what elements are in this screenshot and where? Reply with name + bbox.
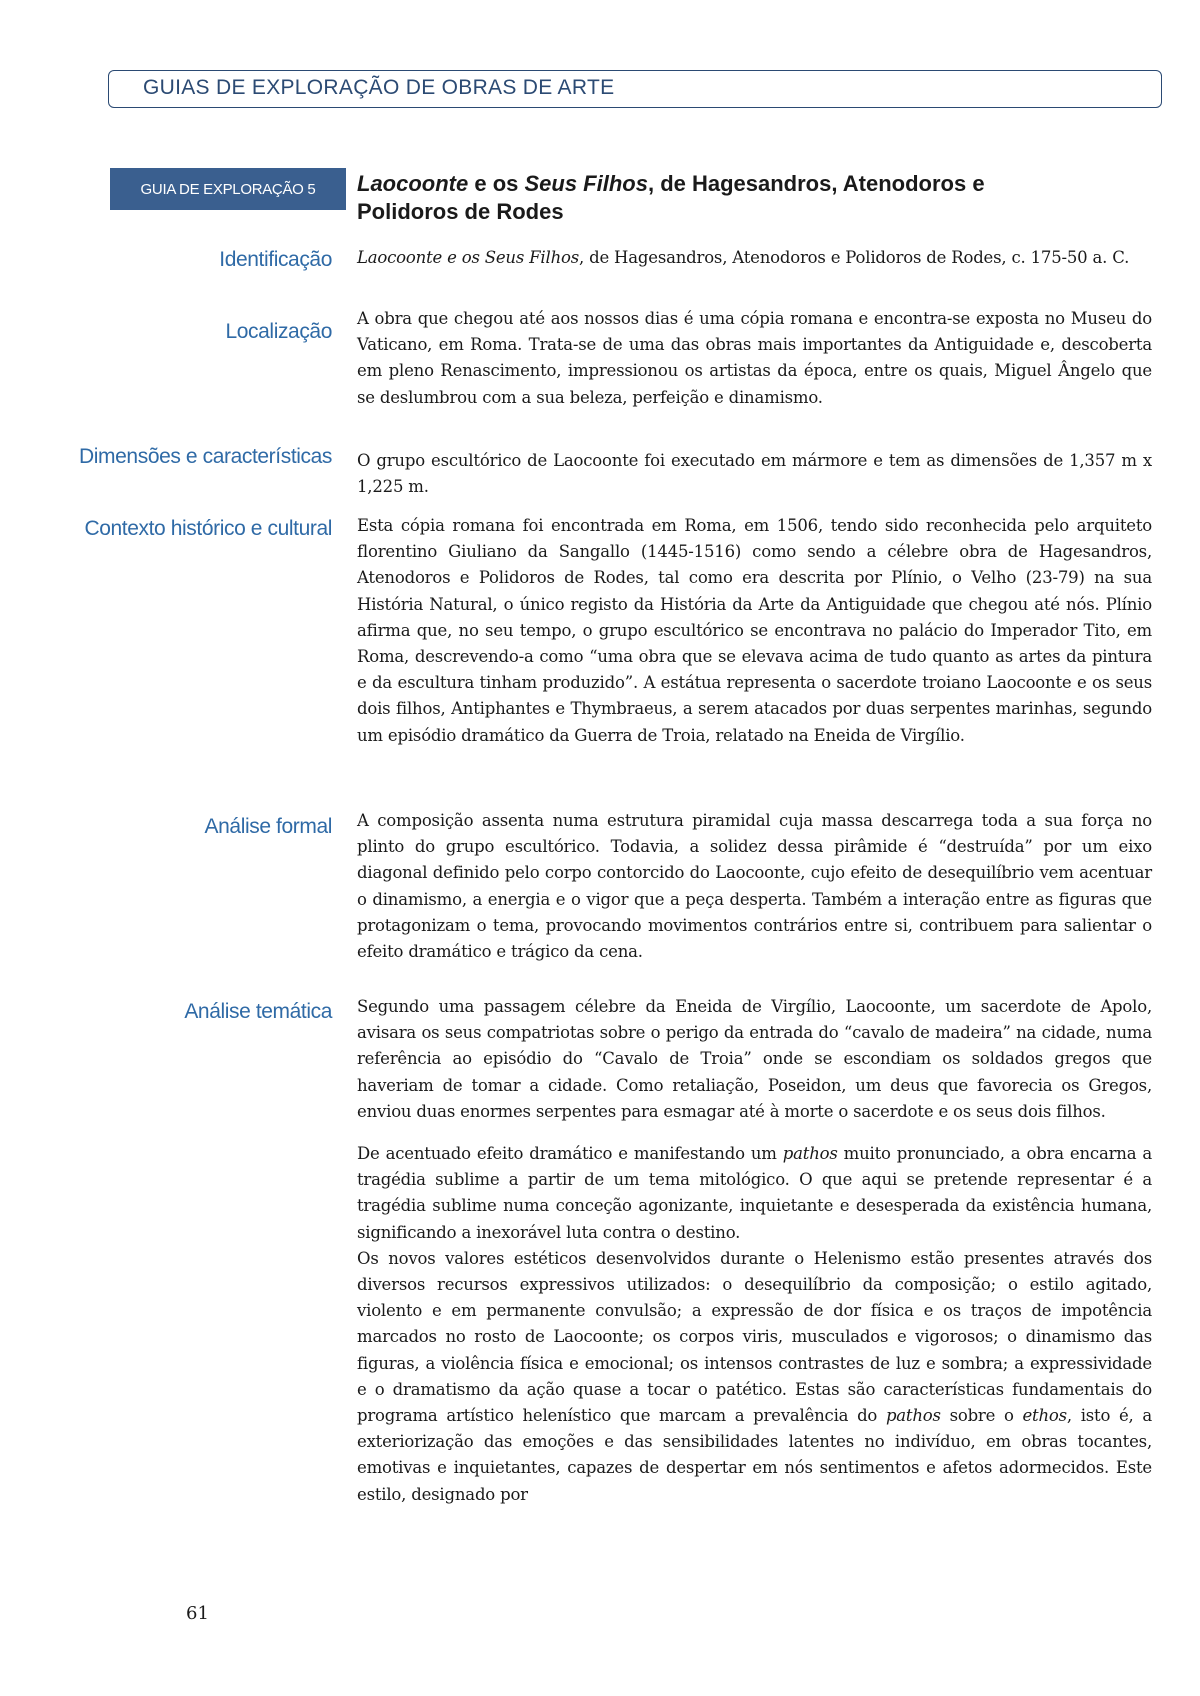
label-analise-tematica: Análise temática [184,1000,332,1023]
work-title-plain-2: , de Hagesandros, Atenodoros e Polidoros de Rodes [357,171,985,224]
p3-c: , isto é, a exteriorização das emoções e das sensibilidades latentes no indivíduo, em obras tocantes, emotivas e inquietantes, capazes de despertar em nós sentimentos e afetos adormecidos. Este estilo, designado por [357,1406,1152,1504]
localizacao-text: A obra que chegou até aos nossos dias é uma cópia romana e encontra-se exposta no Museu do Vaticano, em Roma. Trata-se de uma das obras mais importantes da Antiguidade e, descoberta em pleno Renascimento, impressionou os artistas da época, entre os quais, Miguel Ângelo que se deslumbrou com a sua beleza, perfeição e dinamismo. [357,309,1152,407]
label-contexto: Contexto histórico e cultural [84,517,332,540]
analise-tematica-p1: Segundo uma passagem célebre da Eneida de Virgílio, Laocoonte, um sacerdote de Apolo, avisara os seus compatriotas sobre o perigo da entrada do “cavalo de madeira” na cidade, numa referência ao episódio do “Cavalo de Troia” onde se escondiam os soldados gregos que haveriam de tomar a cidade. Como retaliação, Poseidon, um deus que favorecia os Gregos, enviou duas enormes serpentes para esmagar até à morte o sacerdote e os seus dois filhos. [357,997,1152,1121]
analise-formal-text: A composição assenta numa estrutura piramidal cuja massa descarrega toda a sua força no plinto do grupo escultórico. Todavia, a solidez dessa pirâmide é “destruída” por um eixo diagonal definido pelo corpo contorcido do Laocoonte, cujo efeito de desequilíbrio vem acentuar o dinamismo, a energia e o vigor que a peça desperta. Também a interação entre as figuras que protagonizam o tema, provocando movimentos contrários entre si, contribuem para salientar o efeito dramático e trágico da cena. [357,811,1152,962]
p3-italic-1: pathos [885,1406,941,1426]
analise-tematica-p2 [357,1141,1152,1246]
text-contexto [357,513,1152,749]
text-identificacao [357,245,1152,271]
label-analise-formal: Análise formal [204,815,332,838]
identificacao-italic: Laocoonte e os Seus Filhos [357,248,579,267]
contexto-text: Esta cópia romana foi encontrada em Roma, em 1506, tendo sido reconhecida pelo arquiteto florentino Giuliano da Sangallo (1445-1516) como sendo a célebre obra de Hagesandros, Atenodoros e Polidoros de Rodes, tal como era descrita por Plínio, o Velho (23-79) na sua História Natural, o único registo da História da Arte da Antiguidade que chegou até nós. Plínio afirma que, no seu tempo, o grupo escultórico se encontrava no palácio do Imperador Tito, em Roma, descrevendo-a como “uma obra que se elevava acima de tudo quanto as artes da pintura e da escultura tinham produzido”. A estátua representa o sacerdote troiano Laocoonte e os seus dois filhos, Antiphantes e Thymbraeus, a serem atacados por duas serpentes marinhas, segundo um episódio dramático da Guerra de Troia, relatado na Eneida de Virgílio. [357,516,1152,745]
guide-badge: GUIA DE EXPLORAÇÃO 5 [110,168,346,210]
label-localizacao: Localização [225,320,332,343]
label-identificacao: Identificação [219,248,332,271]
work-title [357,170,1077,226]
label-dimensoes: Dimensões e características [79,445,332,468]
page-number: 61 [186,1603,209,1624]
dimensoes-text: O grupo escultórico de Laocoonte foi executado em mármore e tem as dimensões de 1,357 m x 1,225 m. [357,451,1152,497]
work-title-italic-1: Laocoonte [357,171,469,196]
p2-a: De acentuado efeito dramático e manifestando um [357,1144,783,1164]
p3-b: sobre o [940,1406,1023,1426]
text-dimensoes [357,448,1152,500]
identificacao-text: , de Hagesandros, Atenodoros e Polidoros de Rodes, c. 175-50 a. C. [579,248,1130,267]
page-header [108,70,1162,108]
text-localizacao [357,306,1152,411]
header-title: GUIAS DE EXPLORAÇÃO DE OBRAS DE ARTE [143,76,615,99]
p3-italic-2: ethos [1022,1406,1067,1426]
p2-italic: pathos [782,1144,838,1164]
text-analise-tematica [357,994,1152,1508]
p2-b: muito pronunciado, a obra encarna a tragédia sublime a partir de um tema mitológico. O que aqui se pretende representar é a tragédia sublime numa conceção agonizante, inquietante e desesperada da existência humana, significando a inexorável luta contra o destino. [357,1144,1152,1242]
text-analise-formal [357,808,1152,965]
p3-a: Os novos valores estéticos desenvolvidos durante o Helenismo estão presentes através dos diversos recursos expressivos utilizados: o desequilíbrio da composição; o estilo agitado, violento e em permanente convulsão; a expressão de dor física e os traços de impotência marcados no rosto de Laocoonte; os corpos viris, musculados e vigorosos; o dinamismo das figuras, a violência física e emocional; os intensos contrastes de luz e sombra; a expressividade e o dramatismo da ação quase a tocar o patético. Estas são características fundamentais do programa artístico helenístico que marcam a prevalência do [357,1248,1152,1426]
analise-tematica-p3 [357,1246,1152,1508]
work-title-plain-1: e os [468,171,525,196]
work-title-italic-2: Seus Filhos [524,171,648,196]
